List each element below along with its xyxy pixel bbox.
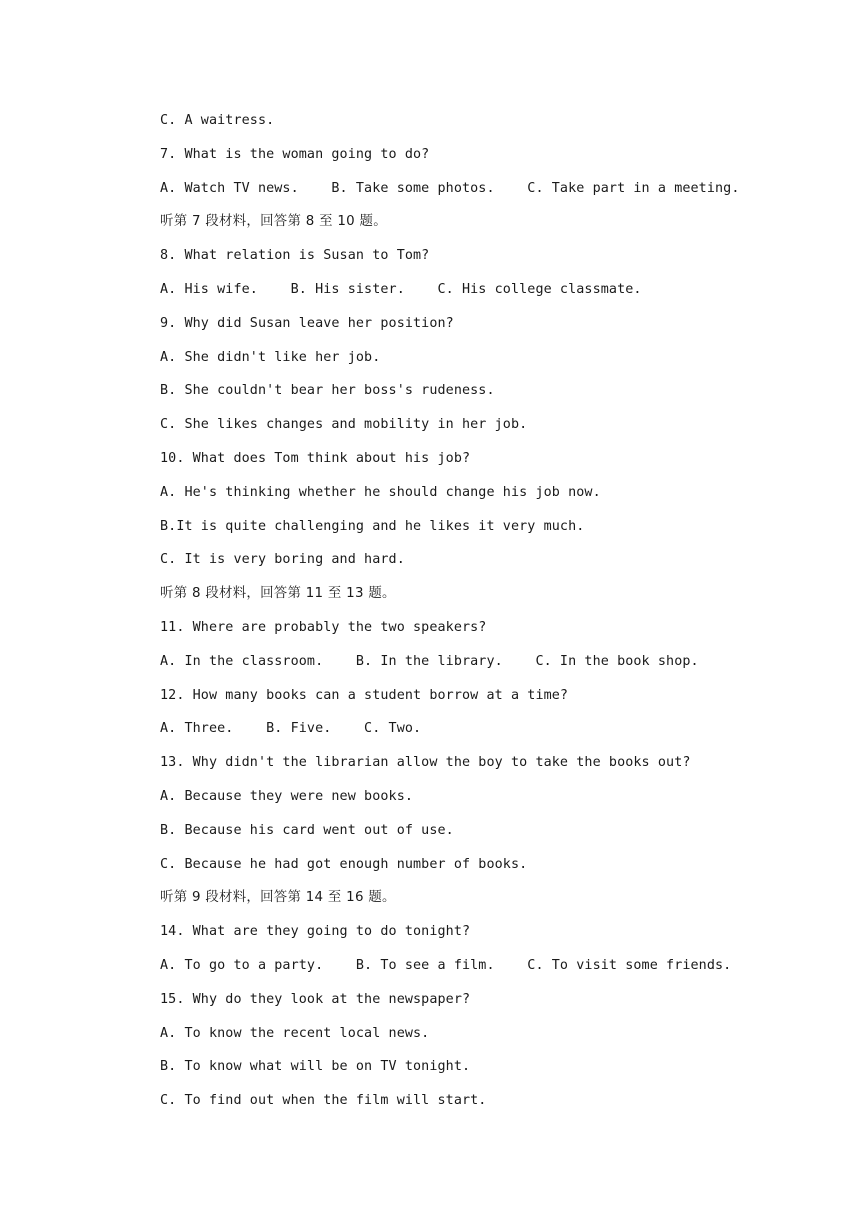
option-line: B. To know what will be on TV tonight.: [160, 1059, 471, 1075]
option-line: A. She didn't like her job.: [160, 349, 381, 365]
option-line: C. To find out when the film will start.: [160, 1093, 487, 1109]
option-line: B.It is quite challenging and he likes it very much.: [160, 518, 585, 534]
option-line: A. Watch TV news. B. Take some photos. C. Take part in a meeting.: [160, 180, 740, 196]
option-line: A. To know the recent local news.: [160, 1025, 430, 1041]
question-line: 10. What does Tom think about his job?: [160, 450, 471, 466]
question-line: 7. What is the woman going to do?: [160, 146, 430, 162]
section-heading: 听第 9 段材料，回答第 14 至 16 题。: [160, 890, 396, 906]
option-line: B. Because his card went out of use.: [160, 822, 454, 838]
option-line: B. She couldn't bear her boss's rudeness.: [160, 383, 495, 399]
option-line: C. Because he had got enough number of books.: [160, 856, 528, 872]
option-line: A. His wife. B. His sister. C. His college classmate.: [160, 281, 642, 297]
option-line: C. It is very boring and hard.: [160, 552, 405, 568]
question-line: 12. How many books can a student borrow at a time?: [160, 687, 569, 703]
option-line: C. A waitress.: [160, 113, 275, 128]
question-line: 8. What relation is Susan to Tom?: [160, 248, 430, 264]
option-line: A. In the classroom. B. In the library. C. In the book shop.: [160, 653, 699, 669]
question-line: 14. What are they going to do tonight?: [160, 924, 471, 940]
section-heading: 听第 7 段材料，回答第 8 至 10 题。: [160, 214, 387, 230]
question-line: 15. Why do they look at the newspaper?: [160, 991, 471, 1007]
option-line: C. She likes changes and mobility in her job.: [160, 417, 528, 433]
question-line: 9. Why did Susan leave her position?: [160, 315, 454, 331]
question-line: 13. Why didn't the librarian allow the boy to take the books out?: [160, 755, 691, 771]
question-list: [160, 111, 800, 1125]
option-line: A. To go to a party. B. To see a film. C. To visit some friends.: [160, 957, 732, 973]
section-heading: 听第 8 段材料，回答第 11 至 13 题。: [160, 586, 396, 602]
option-line: A. Because they were new books.: [160, 788, 414, 804]
option-line: A. He's thinking whether he should change his job now.: [160, 484, 601, 500]
question-line: 11. Where are probably the two speakers?: [160, 619, 487, 635]
option-line: A. Three. B. Five. C. Two.: [160, 721, 422, 737]
